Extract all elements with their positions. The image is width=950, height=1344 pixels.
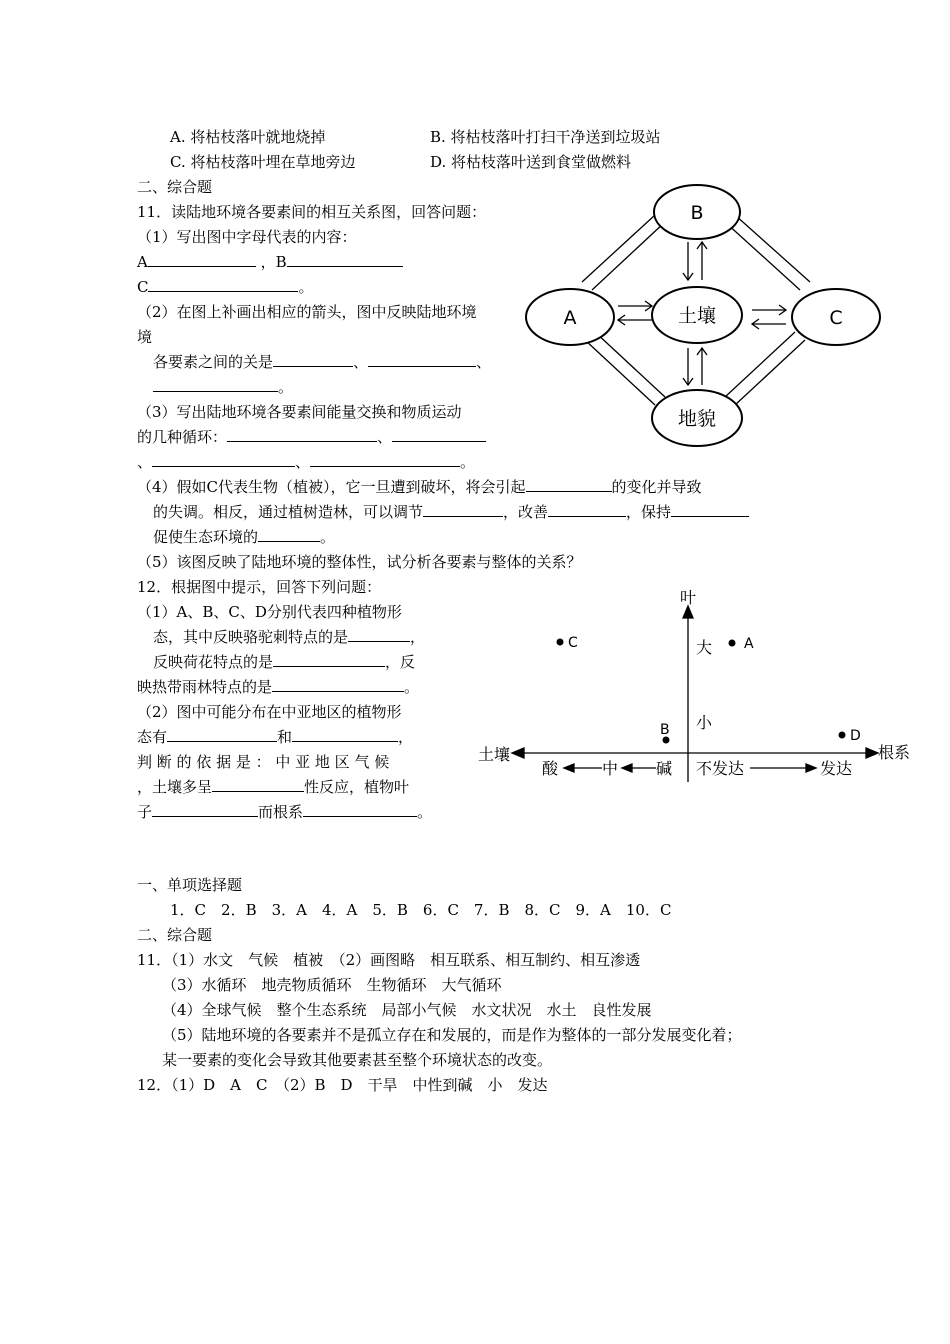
q11-part2: （2）在图上补画出相应的箭头，图中反映陆地环境 — [137, 303, 477, 321]
point-d-label: D — [850, 728, 861, 744]
blank-form-2[interactable] — [292, 727, 398, 742]
label-a: A — [137, 253, 148, 271]
q11-part4-text3: 的失调。相反，通过植树造林，可以调节 — [153, 503, 424, 521]
label-developed: 发达 — [820, 759, 853, 778]
period: 。 — [320, 528, 336, 546]
label-b: ，B — [260, 253, 287, 271]
blank-soil-reaction[interactable] — [212, 777, 304, 792]
q12-text: 态有 — [137, 728, 168, 746]
point-c-label: C — [568, 635, 578, 651]
option-b: B. 将枯枝落叶打扫干净送到垃圾站 — [430, 128, 661, 146]
q11-part4-line2 — [153, 502, 749, 522]
q11-part4-text2: 的变化并导致 — [611, 478, 702, 496]
q11-part4-line1 — [137, 477, 702, 497]
comma: ， — [410, 628, 426, 646]
q11-part3-text: 的几种循环： — [137, 428, 228, 446]
blank-relation-2[interactable] — [368, 352, 476, 367]
answer-11-5a: （5）陆地环境的各要素并不是孤立存在和发展的，而是作为整体的一部分发展变化着； — [162, 1026, 742, 1044]
blank-regulate[interactable] — [423, 502, 503, 517]
q11-part2-cont: 境 — [137, 328, 153, 346]
comma: ， — [398, 728, 414, 746]
answer-11-3: （3）水循环 地壳物质循环 生物循环 大气循环 — [162, 976, 502, 994]
q11-stem: 11．读陆地环境各要素间的相互关系图，回答问题： — [137, 203, 487, 221]
answer-11-5b: 某一要素的变化会导致其他要素甚至整个环境状态的改变。 — [162, 1051, 553, 1069]
q12-text2: 性反应，植物叶 — [304, 778, 410, 796]
q12-line7: 判 断 的 依 据 是 ： 中 亚 地 区 气 候 — [137, 753, 390, 771]
label-c: C — [137, 278, 149, 296]
answers-section1: 一、单项选择题 — [137, 876, 243, 894]
q12-line8 — [137, 777, 409, 797]
q11-part2-blank3 — [153, 377, 293, 397]
blank-cycle-2[interactable] — [392, 427, 486, 442]
blank-camelthorn[interactable] — [348, 627, 410, 642]
q12-text-and: 和 — [277, 728, 293, 746]
q12-text: 态，其中反映骆驼刺特点的是 — [153, 628, 349, 646]
node-landform: 地貌 — [677, 408, 717, 430]
q12-text2: 而根系 — [258, 803, 304, 821]
blank-improve[interactable] — [548, 502, 626, 517]
axis-root: 根系 — [878, 743, 911, 762]
option-c: C. 将枯枝落叶埋在草地旁边 — [170, 153, 356, 171]
point-a-label: A — [744, 636, 754, 652]
label-big: 大 — [696, 638, 713, 657]
q11-part3-blanks — [137, 427, 486, 447]
q11-part4-text6: 促使生态环境的 — [153, 528, 259, 546]
node-soil: 土壤 — [677, 305, 717, 327]
q11-part4-text4: ，改善 — [503, 503, 549, 521]
q12-text-fan: ，反 — [385, 653, 416, 671]
blank-b[interactable] — [287, 252, 403, 267]
q11-part3: （3）写出陆地环境各要素间能量交换和物质运动 — [137, 403, 462, 421]
blank-rainforest[interactable] — [272, 677, 404, 692]
q12-text: ，土壤多呈 — [137, 778, 213, 796]
period: 。 — [298, 278, 314, 296]
axis-leaf: 叶 — [679, 588, 697, 607]
label-neutral: 中 — [602, 759, 619, 778]
q11-part4-line3 — [153, 527, 335, 547]
answer-11-1: 11．（1）水文 气候 植被 （2）画图略 相互联系、相互制约、相互渗透 — [137, 951, 641, 969]
option-a: A. 将枯枝落叶就地烧掉 — [170, 128, 326, 146]
q12-line2 — [153, 627, 425, 647]
blank-root[interactable] — [303, 802, 417, 817]
separator: 、 — [353, 353, 369, 371]
point-b-label: B — [660, 722, 670, 738]
label-acid: 酸 — [542, 759, 559, 778]
option-d: D. 将枯枝落叶送到食堂做燃料 — [430, 153, 632, 171]
q11-blank-row-c — [137, 277, 314, 297]
blank-cycle-3[interactable] — [152, 452, 295, 467]
plant-form-diagram — [470, 580, 920, 790]
q12-text: 反映荷花特点的是 — [153, 653, 274, 671]
period: 。 — [460, 453, 476, 471]
label-small: 小 — [696, 713, 713, 732]
q12-line4 — [137, 677, 419, 697]
axis-soil: 土壤 — [478, 745, 511, 764]
q12-line3 — [153, 652, 415, 672]
q12-text: 映热带雨林特点的是 — [137, 678, 273, 696]
answers-section2: 二、综合题 — [137, 926, 213, 944]
answers-mc: 1．C 2．B 3．A 4．A 5．B 6．C 7．B 8．C 9．A 10．C — [170, 901, 672, 919]
blank-form-1[interactable] — [167, 727, 277, 742]
q12-text: 子 — [137, 803, 153, 821]
period: 。 — [278, 378, 294, 396]
separator: 、 — [295, 453, 311, 471]
blank-c[interactable] — [148, 277, 298, 292]
blank-lotus[interactable] — [273, 652, 385, 667]
blank-a[interactable] — [148, 252, 256, 267]
q12-stem: 12．根据图中提示，回答下列问题： — [137, 578, 382, 596]
separator: 、 — [137, 453, 153, 471]
blank-maintain[interactable] — [671, 502, 749, 517]
blank-cycle-4[interactable] — [310, 452, 460, 467]
label-undeveloped: 不发达 — [696, 759, 745, 778]
blank-develop[interactable] — [258, 527, 320, 542]
environment-relation-diagram — [520, 180, 890, 450]
node-a: A — [563, 307, 577, 329]
point-d-dot — [839, 732, 846, 739]
separator: 、 — [377, 428, 393, 446]
point-c-dot — [557, 639, 564, 646]
blank-cycle-1[interactable] — [227, 427, 377, 442]
q11-part5: （5）该图反映了陆地环境的整体性，试分析各要素与整体的关系？ — [137, 553, 582, 571]
label-alkali: 碱 — [656, 759, 673, 778]
q12-line1: （1）A、B、C、D分别代表四种植物形 — [137, 603, 402, 621]
blank-relation-3[interactable] — [153, 377, 278, 392]
point-a-dot — [729, 640, 736, 647]
q11-part4-text5: ，保持 — [626, 503, 672, 521]
period: 。 — [417, 803, 433, 821]
q12-line9 — [137, 802, 432, 822]
q11-part2-blanks — [153, 352, 491, 372]
q12-line5: （2）图中可能分布在中亚地区的植物形 — [137, 703, 402, 721]
q11-blank-row-ab — [137, 252, 403, 272]
node-c: C — [829, 307, 843, 329]
separator: 、 — [476, 353, 492, 371]
q11-part2-text: 各要素之间的关是 — [153, 353, 274, 371]
blank-leaf[interactable] — [152, 802, 258, 817]
answer-11-4: （4）全球气候 整个生态系统 局部小气候 水文状况 水土 良性发展 — [162, 1001, 652, 1019]
q11-part3-blanks2 — [137, 452, 475, 472]
q11-part4-text: （4）假如C代表生物（植被），它一旦遭到破坏，将会引起 — [137, 478, 526, 496]
period: 。 — [404, 678, 420, 696]
q11-part1: （1）写出图中字母代表的内容： — [137, 228, 357, 246]
node-b: B — [690, 202, 704, 224]
section-title: 二、综合题 — [137, 178, 213, 196]
q12-line6 — [137, 727, 413, 747]
answer-12: 12．（1）D A C （2）B D 干旱 中性到碱 小 发达 — [137, 1076, 548, 1094]
blank-change[interactable] — [526, 477, 612, 492]
blank-relation-1[interactable] — [273, 352, 353, 367]
